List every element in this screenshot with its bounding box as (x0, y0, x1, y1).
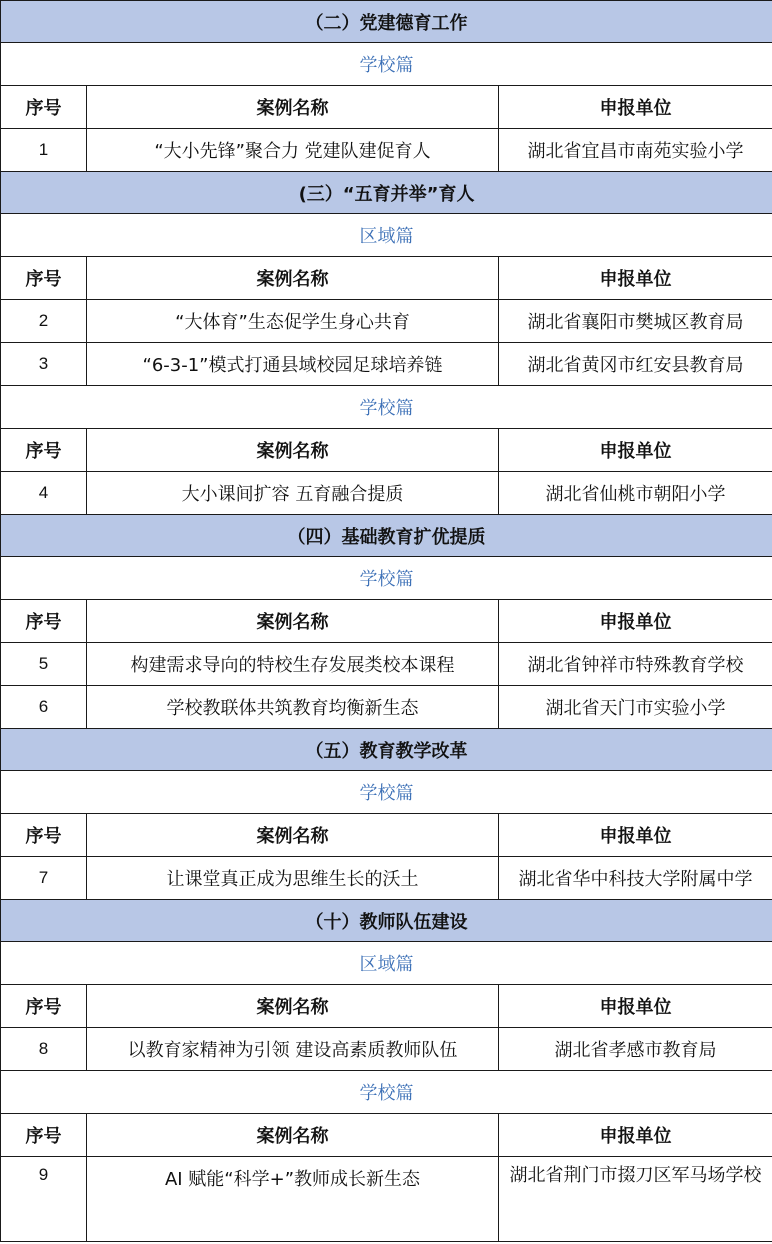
header-unit: 申报单位 (499, 429, 772, 472)
header-name: 案例名称 (87, 600, 499, 643)
header-name: 案例名称 (87, 257, 499, 300)
section-title: （五）教育教学改革 (1, 729, 772, 771)
header-num: 序号 (1, 429, 87, 472)
header-name: 案例名称 (87, 1114, 499, 1157)
table-header-row (1, 429, 772, 472)
row-case-name: 构建需求导向的特校生存发展类校本课程 (87, 643, 499, 686)
group-label: 学校篇 (1, 386, 772, 429)
group-label-row (1, 43, 772, 86)
table-row (1, 300, 772, 343)
header-unit: 申报单位 (499, 1114, 772, 1157)
table-header-row (1, 985, 772, 1028)
table-row (1, 643, 772, 686)
row-case-name: “大小先锋”聚合力 党建队建促育人 (87, 129, 499, 172)
section-title-row (1, 1, 772, 43)
row-unit: 湖北省天门市实验小学 (499, 686, 772, 729)
row-unit: 湖北省黄冈市红安县教育局 (499, 343, 772, 386)
group-label: 学校篇 (1, 771, 772, 814)
table-header-row (1, 1114, 772, 1157)
section-title-row (1, 515, 772, 557)
row-case-name: 学校教联体共筑教育均衡新生态 (87, 686, 499, 729)
header-unit: 申报单位 (499, 814, 772, 857)
group-label-row (1, 557, 772, 600)
row-case-name: 大小课间扩容 五育融合提质 (87, 472, 499, 515)
section-title: (三）“五育并举”育人 (1, 172, 772, 214)
table-header-row (1, 257, 772, 300)
row-unit: 湖北省荆门市掇刀区军马场学校 (499, 1157, 772, 1242)
section-title: （十）教师队伍建设 (1, 900, 772, 942)
section-title: （四）基础教育扩优提质 (1, 515, 772, 557)
table-row (1, 686, 772, 729)
table-row (1, 1157, 772, 1242)
header-num: 序号 (1, 814, 87, 857)
group-label-row (1, 771, 772, 814)
case-list-body (1, 1, 772, 1242)
row-case-name: “大体育”生态促学生身心共育 (87, 300, 499, 343)
group-label: 区域篇 (1, 942, 772, 985)
row-case-name: AI 赋能“科学+”教师成长新生态 (87, 1157, 499, 1242)
group-label-row (1, 1071, 772, 1114)
header-unit: 申报单位 (499, 86, 772, 129)
table-row (1, 343, 772, 386)
row-num: 2 (1, 300, 87, 343)
row-num: 7 (1, 857, 87, 900)
row-unit: 湖北省仙桃市朝阳小学 (499, 472, 772, 515)
table-row (1, 1028, 772, 1071)
row-unit: 湖北省钟祥市特殊教育学校 (499, 643, 772, 686)
row-unit: 湖北省华中科技大学附属中学 (499, 857, 772, 900)
table-header-row (1, 814, 772, 857)
row-case-name: 以教育家精神为引领 建设高素质教师队伍 (87, 1028, 499, 1071)
table-header-row (1, 600, 772, 643)
header-name: 案例名称 (87, 814, 499, 857)
row-num: 8 (1, 1028, 87, 1071)
row-num: 5 (1, 643, 87, 686)
row-num: 6 (1, 686, 87, 729)
header-num: 序号 (1, 1114, 87, 1157)
header-num: 序号 (1, 86, 87, 129)
table-row (1, 857, 772, 900)
header-name: 案例名称 (87, 985, 499, 1028)
group-label: 学校篇 (1, 557, 772, 600)
row-num: 4 (1, 472, 87, 515)
header-name: 案例名称 (87, 429, 499, 472)
group-label-row (1, 942, 772, 985)
header-unit: 申报单位 (499, 257, 772, 300)
group-label: 学校篇 (1, 43, 772, 86)
table-header-row (1, 86, 772, 129)
header-num: 序号 (1, 257, 87, 300)
row-num: 1 (1, 129, 87, 172)
header-num: 序号 (1, 985, 87, 1028)
header-num: 序号 (1, 600, 87, 643)
table-row (1, 472, 772, 515)
table-row (1, 129, 772, 172)
group-label: 学校篇 (1, 1071, 772, 1114)
row-unit: 湖北省孝感市教育局 (499, 1028, 772, 1071)
header-unit: 申报单位 (499, 600, 772, 643)
group-label-row (1, 214, 772, 257)
section-title-row (1, 900, 772, 942)
row-num: 3 (1, 343, 87, 386)
group-label-row (1, 386, 772, 429)
row-num: 9 (1, 1157, 87, 1242)
section-title-row (1, 729, 772, 771)
section-title: （二）党建德育工作 (1, 1, 772, 43)
header-name: 案例名称 (87, 86, 499, 129)
row-unit: 湖北省宜昌市南苑实验小学 (499, 129, 772, 172)
row-case-name: “6-3-1”模式打通县域校园足球培养链 (87, 343, 499, 386)
row-case-name: 让课堂真正成为思维生长的沃土 (87, 857, 499, 900)
group-label: 区域篇 (1, 214, 772, 257)
row-unit: 湖北省襄阳市樊城区教育局 (499, 300, 772, 343)
section-title-row (1, 172, 772, 214)
header-unit: 申报单位 (499, 985, 772, 1028)
